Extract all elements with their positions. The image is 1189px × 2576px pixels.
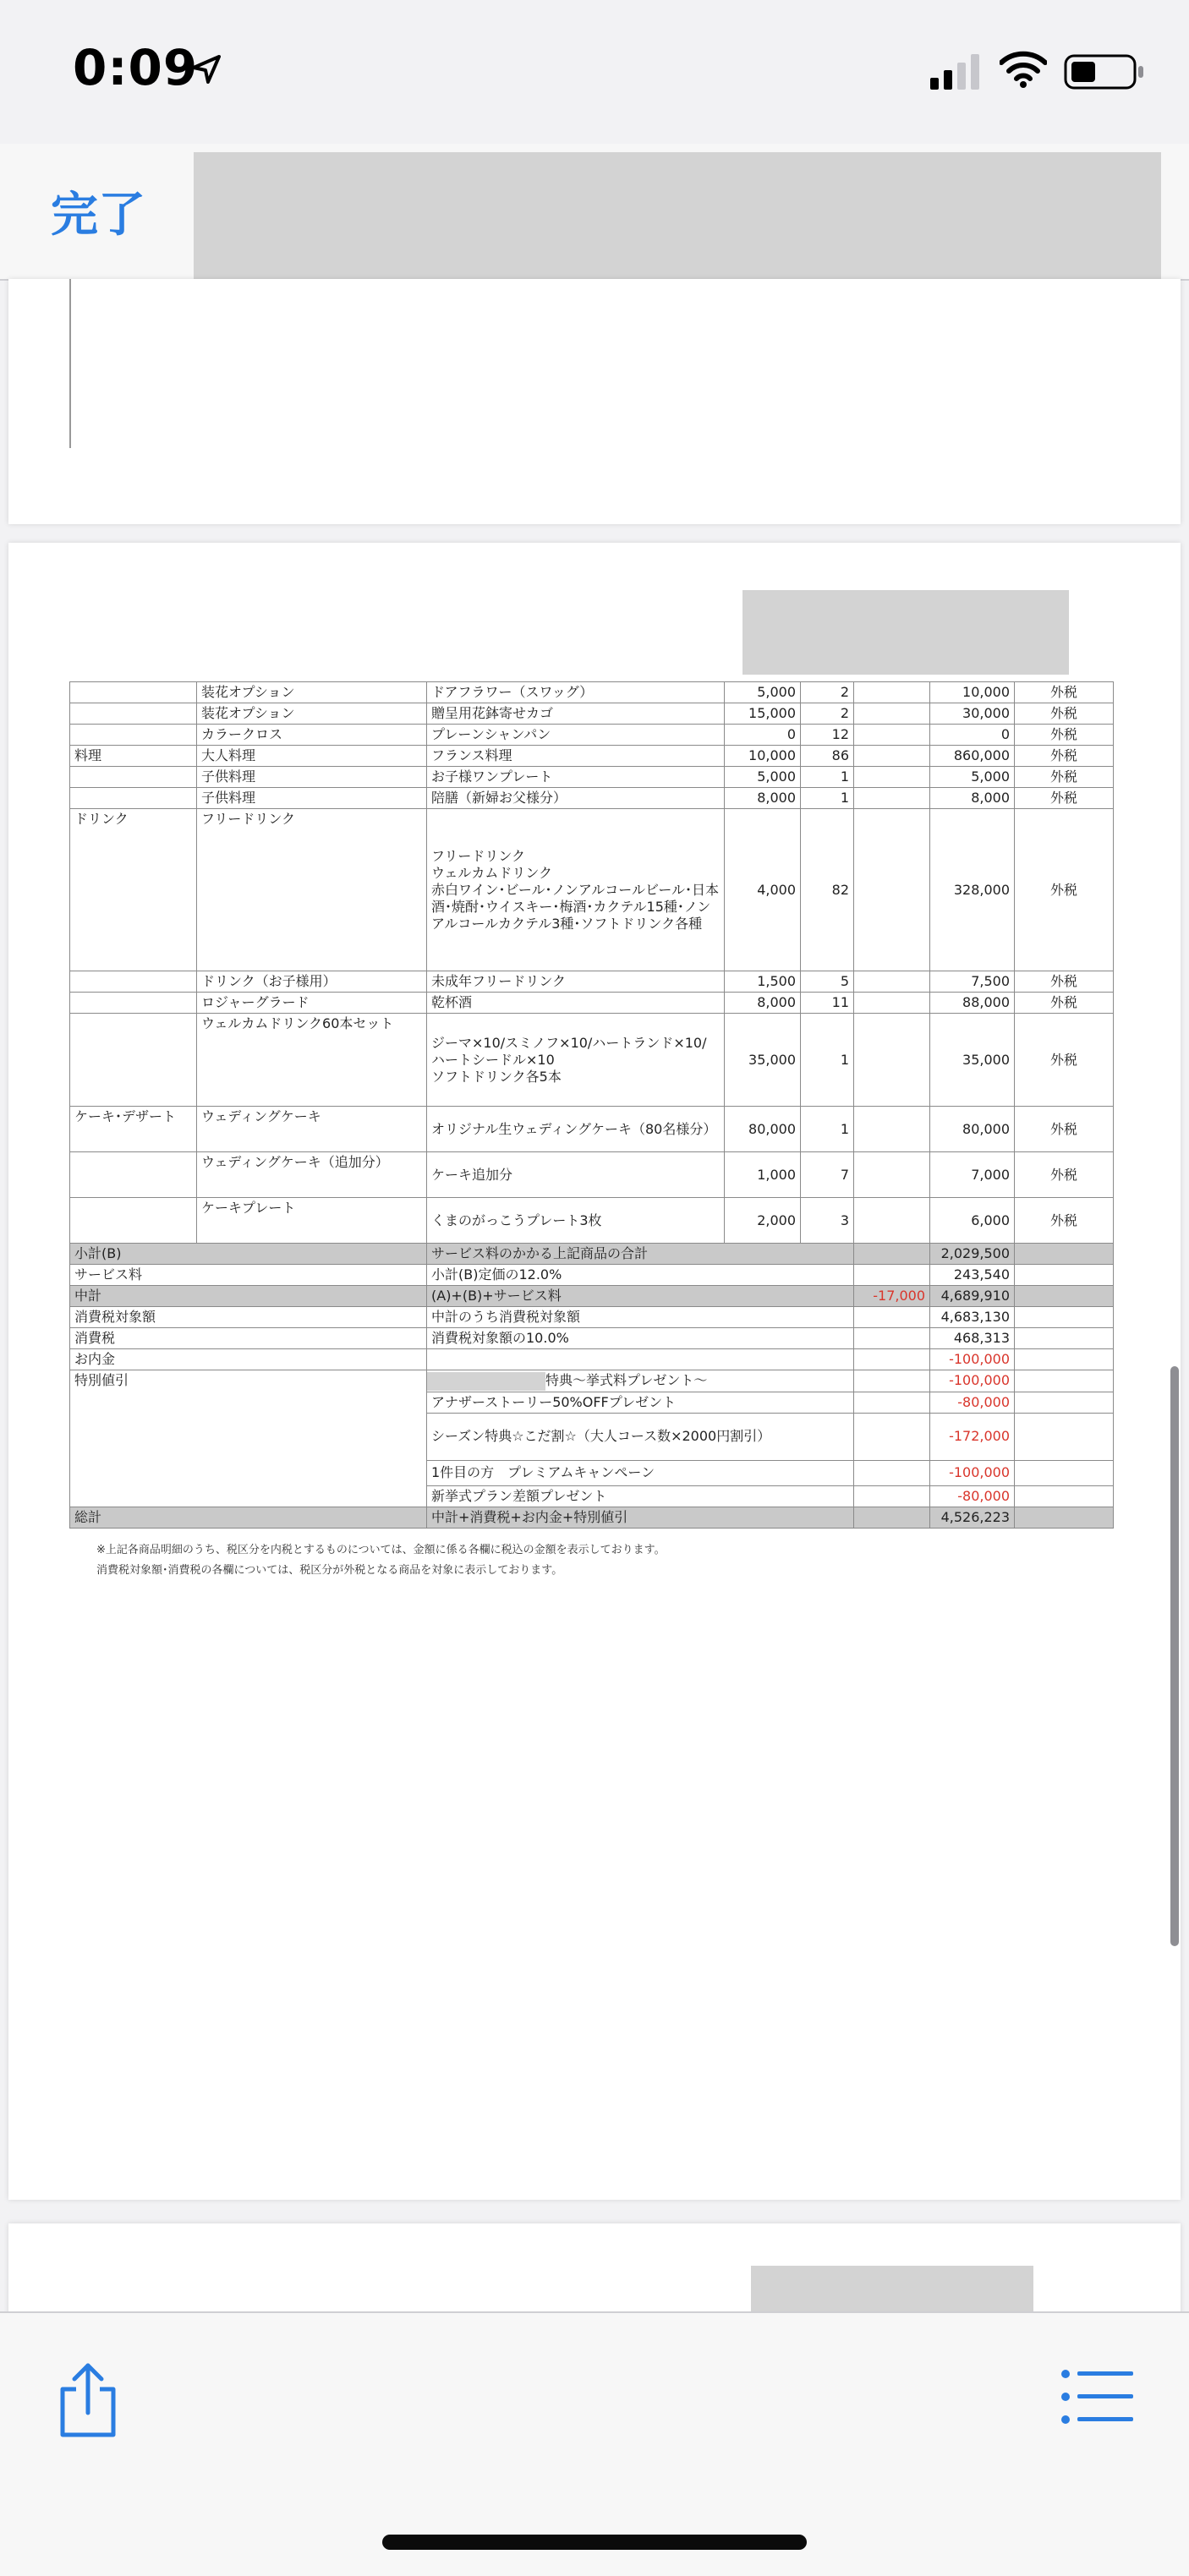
tax-type-cell: 外税 — [1015, 767, 1114, 788]
special-discount-amount: -100,000 — [930, 1370, 1015, 1392]
discount-cell — [854, 971, 930, 993]
tax-type-cell: 外税 — [1015, 788, 1114, 809]
unit-price-cell: 80,000 — [725, 1107, 801, 1152]
table-row — [70, 767, 1114, 788]
discount-cell — [854, 1198, 930, 1244]
total-desc: 中計+消費税+お内金+特別値引 — [427, 1507, 854, 1528]
unit-price-cell: 4,000 — [725, 809, 801, 971]
summary-label: お内金 — [70, 1349, 427, 1370]
summary-discount — [854, 1328, 930, 1349]
category-cell — [70, 682, 197, 703]
empty-cell — [1015, 1507, 1114, 1528]
table-row — [70, 971, 1114, 993]
detail-cell: お子様ワンプレート — [427, 767, 725, 788]
amount-cell: 0 — [930, 725, 1015, 746]
tax-type-cell: 外税 — [1015, 993, 1114, 1014]
share-icon[interactable] — [54, 2360, 122, 2438]
table-row — [70, 1198, 1114, 1244]
unit-price-cell: 5,000 — [725, 767, 801, 788]
detail-cell: 贈呈用花鉢寄せカゴ — [427, 703, 725, 725]
item-cell: ウェディングケーキ — [197, 1107, 427, 1152]
category-cell: ケーキ･デザート — [70, 1107, 197, 1152]
amount-cell: 860,000 — [930, 746, 1015, 767]
item-cell: ドリンク（お子様用） — [197, 971, 427, 993]
category-cell — [70, 993, 197, 1014]
document-page-previous — [8, 279, 1181, 524]
empty-cell — [1015, 1349, 1114, 1370]
empty-cell — [854, 1370, 930, 1392]
quantity-cell: 2 — [801, 682, 854, 703]
detail-cell: くまのがっこうプレート3枚 — [427, 1198, 725, 1244]
summary-amount: 468,313 — [930, 1328, 1015, 1349]
redacted-page-header — [742, 590, 1069, 675]
item-cell: ロジャーグラード — [197, 993, 427, 1014]
item-cell: フリードリンク — [197, 809, 427, 971]
category-cell — [70, 725, 197, 746]
discount-cell — [854, 1152, 930, 1198]
discount-cell — [854, 788, 930, 809]
subtotal-b-row — [70, 1244, 1114, 1265]
item-cell: ウェルカムドリンク60本セット — [197, 1014, 427, 1107]
empty-cell — [1015, 1244, 1114, 1265]
unit-price-cell: 1,500 — [725, 971, 801, 993]
consumption-tax-row — [70, 1328, 1114, 1349]
detail-cell: ケーキ追加分 — [427, 1152, 725, 1198]
redacted-text — [427, 1372, 545, 1391]
summary-label: 中計 — [70, 1286, 427, 1307]
unit-price-cell: 5,000 — [725, 682, 801, 703]
summary-amount: 4,683,130 — [930, 1307, 1015, 1328]
tax-type-cell: 外税 — [1015, 971, 1114, 993]
table-row — [70, 703, 1114, 725]
empty-cell — [854, 1413, 930, 1460]
special-discount-desc: 新挙式プラン差額プレゼント — [427, 1485, 854, 1507]
discount-cell — [854, 809, 930, 971]
tax-type-cell: 外税 — [1015, 1198, 1114, 1244]
summary-discount — [854, 1349, 930, 1370]
tax-type-cell: 外税 — [1015, 703, 1114, 725]
unit-price-cell: 2,000 — [725, 1198, 801, 1244]
empty-cell — [1015, 1307, 1114, 1328]
summary-discount: -17,000 — [854, 1286, 930, 1307]
summary-discount — [854, 1244, 930, 1265]
detail-cell: 未成年フリードリンク — [427, 971, 725, 993]
special-discount-amount: -100,000 — [930, 1460, 1015, 1485]
tax-type-cell: 外税 — [1015, 682, 1114, 703]
amount-cell: 30,000 — [930, 703, 1015, 725]
discount-cell — [854, 993, 930, 1014]
item-cell: 子供料理 — [197, 788, 427, 809]
table-row — [70, 788, 1114, 809]
status-bar — [0, 0, 1189, 144]
discount-cell — [854, 1107, 930, 1152]
empty-cell — [854, 1485, 930, 1507]
detail-cell: フリードリンク ウェルカムドリンク 赤白ワイン･ビール･ノンアルコールビール･日本酒･焼酎･ウイスキー･梅酒･カクテル15種･ノンアルコールカクテル3種･ソフトドリンク各種 — [427, 809, 725, 971]
total-amount: 4,526,223 — [930, 1507, 1015, 1528]
summary-label: 消費税 — [70, 1328, 427, 1349]
done-button[interactable]: 完了 — [51, 188, 145, 243]
quantity-cell: 86 — [801, 746, 854, 767]
empty-cell — [1015, 1392, 1114, 1413]
summary-amount: 4,689,910 — [930, 1286, 1015, 1307]
unit-price-cell: 8,000 — [725, 993, 801, 1014]
tax-type-cell: 外税 — [1015, 746, 1114, 767]
quantity-cell: 2 — [801, 703, 854, 725]
home-indicator[interactable] — [382, 2535, 807, 2550]
tax-type-cell: 外税 — [1015, 725, 1114, 746]
amount-cell: 7,000 — [930, 1152, 1015, 1198]
tax-type-cell: 外税 — [1015, 1107, 1114, 1152]
quantity-cell: 5 — [801, 971, 854, 993]
empty-cell — [1015, 1286, 1114, 1307]
summary-discount — [854, 1307, 930, 1328]
special-discount-desc: 1件目の方 プレミアムキャンペーン — [427, 1460, 854, 1485]
empty-cell — [1015, 1485, 1114, 1507]
table-row — [70, 1152, 1114, 1198]
table-row — [70, 725, 1114, 746]
summary-desc — [427, 1349, 854, 1370]
wifi-icon — [1000, 51, 1047, 88]
table-row — [70, 1107, 1114, 1152]
table-border-line — [69, 279, 71, 448]
unit-price-cell: 15,000 — [725, 703, 801, 725]
amount-cell: 8,000 — [930, 788, 1015, 809]
table-row — [70, 682, 1114, 703]
total-label: 総計 — [70, 1507, 427, 1528]
detail-cell: オリジナル生ウェディングケーキ（80名様分） — [427, 1107, 725, 1152]
item-cell: カラークロス — [197, 725, 427, 746]
special-discount-amount: -172,000 — [930, 1413, 1015, 1460]
document-page-invoice — [8, 543, 1181, 2200]
special-discount-desc — [427, 1370, 854, 1392]
amount-cell: 10,000 — [930, 682, 1015, 703]
mid-total-row — [70, 1286, 1114, 1307]
cellular-signal-icon — [930, 54, 981, 90]
special-discount-amount: -80,000 — [930, 1392, 1015, 1413]
special-discount-desc: シーズン特典☆こだ割☆（大人コース数×2000円割引） — [427, 1413, 854, 1460]
footnote-line: ※上記各商品明細のうち、税区分を内税とするものについては、金額に係る各欄に税込の金額を表示しております。 — [96, 1544, 666, 1556]
discount-cell — [854, 746, 930, 767]
category-cell: 料理 — [70, 746, 197, 767]
table-row — [70, 746, 1114, 767]
vertical-scrollbar[interactable] — [1170, 1366, 1179, 1946]
summary-discount — [854, 1265, 930, 1286]
detail-cell: フランス料理 — [427, 746, 725, 767]
quantity-cell: 82 — [801, 809, 854, 971]
detail-cell: ドアフラワー（スワッグ） — [427, 682, 725, 703]
item-cell: ケーキプレート — [197, 1198, 427, 1244]
summary-desc: 消費税対象額の10.0% — [427, 1328, 854, 1349]
taxable-amount-row — [70, 1307, 1114, 1328]
footnotes — [96, 1540, 666, 1581]
category-cell: ドリンク — [70, 809, 197, 971]
item-cell: 装花オプション — [197, 682, 427, 703]
summary-amount: -100,000 — [930, 1349, 1015, 1370]
tax-type-cell: 外税 — [1015, 1014, 1114, 1107]
unit-price-cell: 8,000 — [725, 788, 801, 809]
discount-cell — [854, 725, 930, 746]
quantity-cell: 1 — [801, 1014, 854, 1107]
summary-desc: (A)+(B)+サービス料 — [427, 1286, 854, 1307]
empty-cell — [1015, 1460, 1114, 1485]
empty-cell — [1015, 1370, 1114, 1392]
category-cell — [70, 703, 197, 725]
summary-amount: 2,029,500 — [930, 1244, 1015, 1265]
discount-cell — [854, 767, 930, 788]
category-cell — [70, 788, 197, 809]
discount-cell — [854, 1014, 930, 1107]
empty-cell — [1015, 1413, 1114, 1460]
detail-cell: 陪膳（新婦お父様分） — [427, 788, 725, 809]
category-cell — [70, 767, 197, 788]
quantity-cell: 11 — [801, 993, 854, 1014]
category-cell — [70, 971, 197, 993]
empty-cell — [854, 1392, 930, 1413]
quantity-cell: 1 — [801, 767, 854, 788]
special-discount-label: 特別値引 — [70, 1370, 427, 1507]
footnote-line: 消費税対象額･消費税の各欄については、税区分が外税となる商品を対象に表示しております。 — [96, 1564, 563, 1577]
quantity-cell: 12 — [801, 725, 854, 746]
amount-cell: 35,000 — [930, 1014, 1015, 1107]
quantity-cell: 1 — [801, 788, 854, 809]
summary-label: 消費税対象額 — [70, 1307, 427, 1328]
amount-cell: 7,500 — [930, 971, 1015, 993]
amount-cell: 6,000 — [930, 1198, 1015, 1244]
table-row — [70, 809, 1114, 971]
detail-cell: ジーマ×10/スミノフ×10/ハートランド×10/ハートシードル×10 ソフトドリンク各5本 — [427, 1014, 725, 1107]
item-cell: 子供料理 — [197, 767, 427, 788]
amount-cell: 5,000 — [930, 767, 1015, 788]
empty-cell — [1015, 1265, 1114, 1286]
unit-price-cell: 1,000 — [725, 1152, 801, 1198]
tax-type-cell: 外税 — [1015, 1152, 1114, 1198]
special-discount-amount: -80,000 — [930, 1485, 1015, 1507]
amount-cell: 88,000 — [930, 993, 1015, 1014]
grand-total-row — [70, 1507, 1114, 1528]
table-row — [70, 1014, 1114, 1107]
unit-price-cell: 0 — [725, 725, 801, 746]
quantity-cell: 7 — [801, 1152, 854, 1198]
special-discount-desc: アナザーストーリー50%OFFプレゼント — [427, 1392, 854, 1413]
location-arrow-icon — [191, 54, 222, 85]
list-icon[interactable] — [1060, 2369, 1135, 2425]
empty-cell — [1015, 1328, 1114, 1349]
item-cell: 大人料理 — [197, 746, 427, 767]
detail-cell: 乾杯酒 — [427, 993, 725, 1014]
empty-cell — [854, 1460, 930, 1485]
detail-cell: プレーンシャンパン — [427, 725, 725, 746]
summary-desc: 小計(B)定価の12.0% — [427, 1265, 854, 1286]
category-cell — [70, 1198, 197, 1244]
category-cell — [70, 1014, 197, 1107]
quantity-cell: 1 — [801, 1107, 854, 1152]
special-discount-row — [70, 1370, 1114, 1392]
summary-label: 小計(B) — [70, 1244, 427, 1265]
summary-desc: 中計のうち消費税対象額 — [427, 1307, 854, 1328]
tax-type-cell: 外税 — [1015, 809, 1114, 971]
amount-cell: 328,000 — [930, 809, 1015, 971]
invoice-table — [69, 681, 1114, 1529]
special-discount-text: 特典～挙式料プレゼント～ — [545, 1372, 708, 1388]
amount-cell: 80,000 — [930, 1107, 1015, 1152]
battery-icon — [1064, 54, 1145, 90]
status-time: 0:09 — [73, 39, 199, 96]
summary-amount: 243,540 — [930, 1265, 1015, 1286]
empty-cell — [854, 1507, 930, 1528]
discount-cell — [854, 682, 930, 703]
unit-price-cell: 10,000 — [725, 746, 801, 767]
summary-desc: サービス料のかかる上記商品の合計 — [427, 1244, 854, 1265]
service-fee-row — [70, 1265, 1114, 1286]
unit-price-cell: 35,000 — [725, 1014, 801, 1107]
category-cell — [70, 1152, 197, 1198]
quantity-cell: 3 — [801, 1198, 854, 1244]
deposit-row — [70, 1349, 1114, 1370]
item-cell: 装花オプション — [197, 703, 427, 725]
item-cell: ウェディングケーキ（追加分） — [197, 1152, 427, 1198]
summary-label: サービス料 — [70, 1265, 427, 1286]
table-row — [70, 993, 1114, 1014]
discount-cell — [854, 703, 930, 725]
